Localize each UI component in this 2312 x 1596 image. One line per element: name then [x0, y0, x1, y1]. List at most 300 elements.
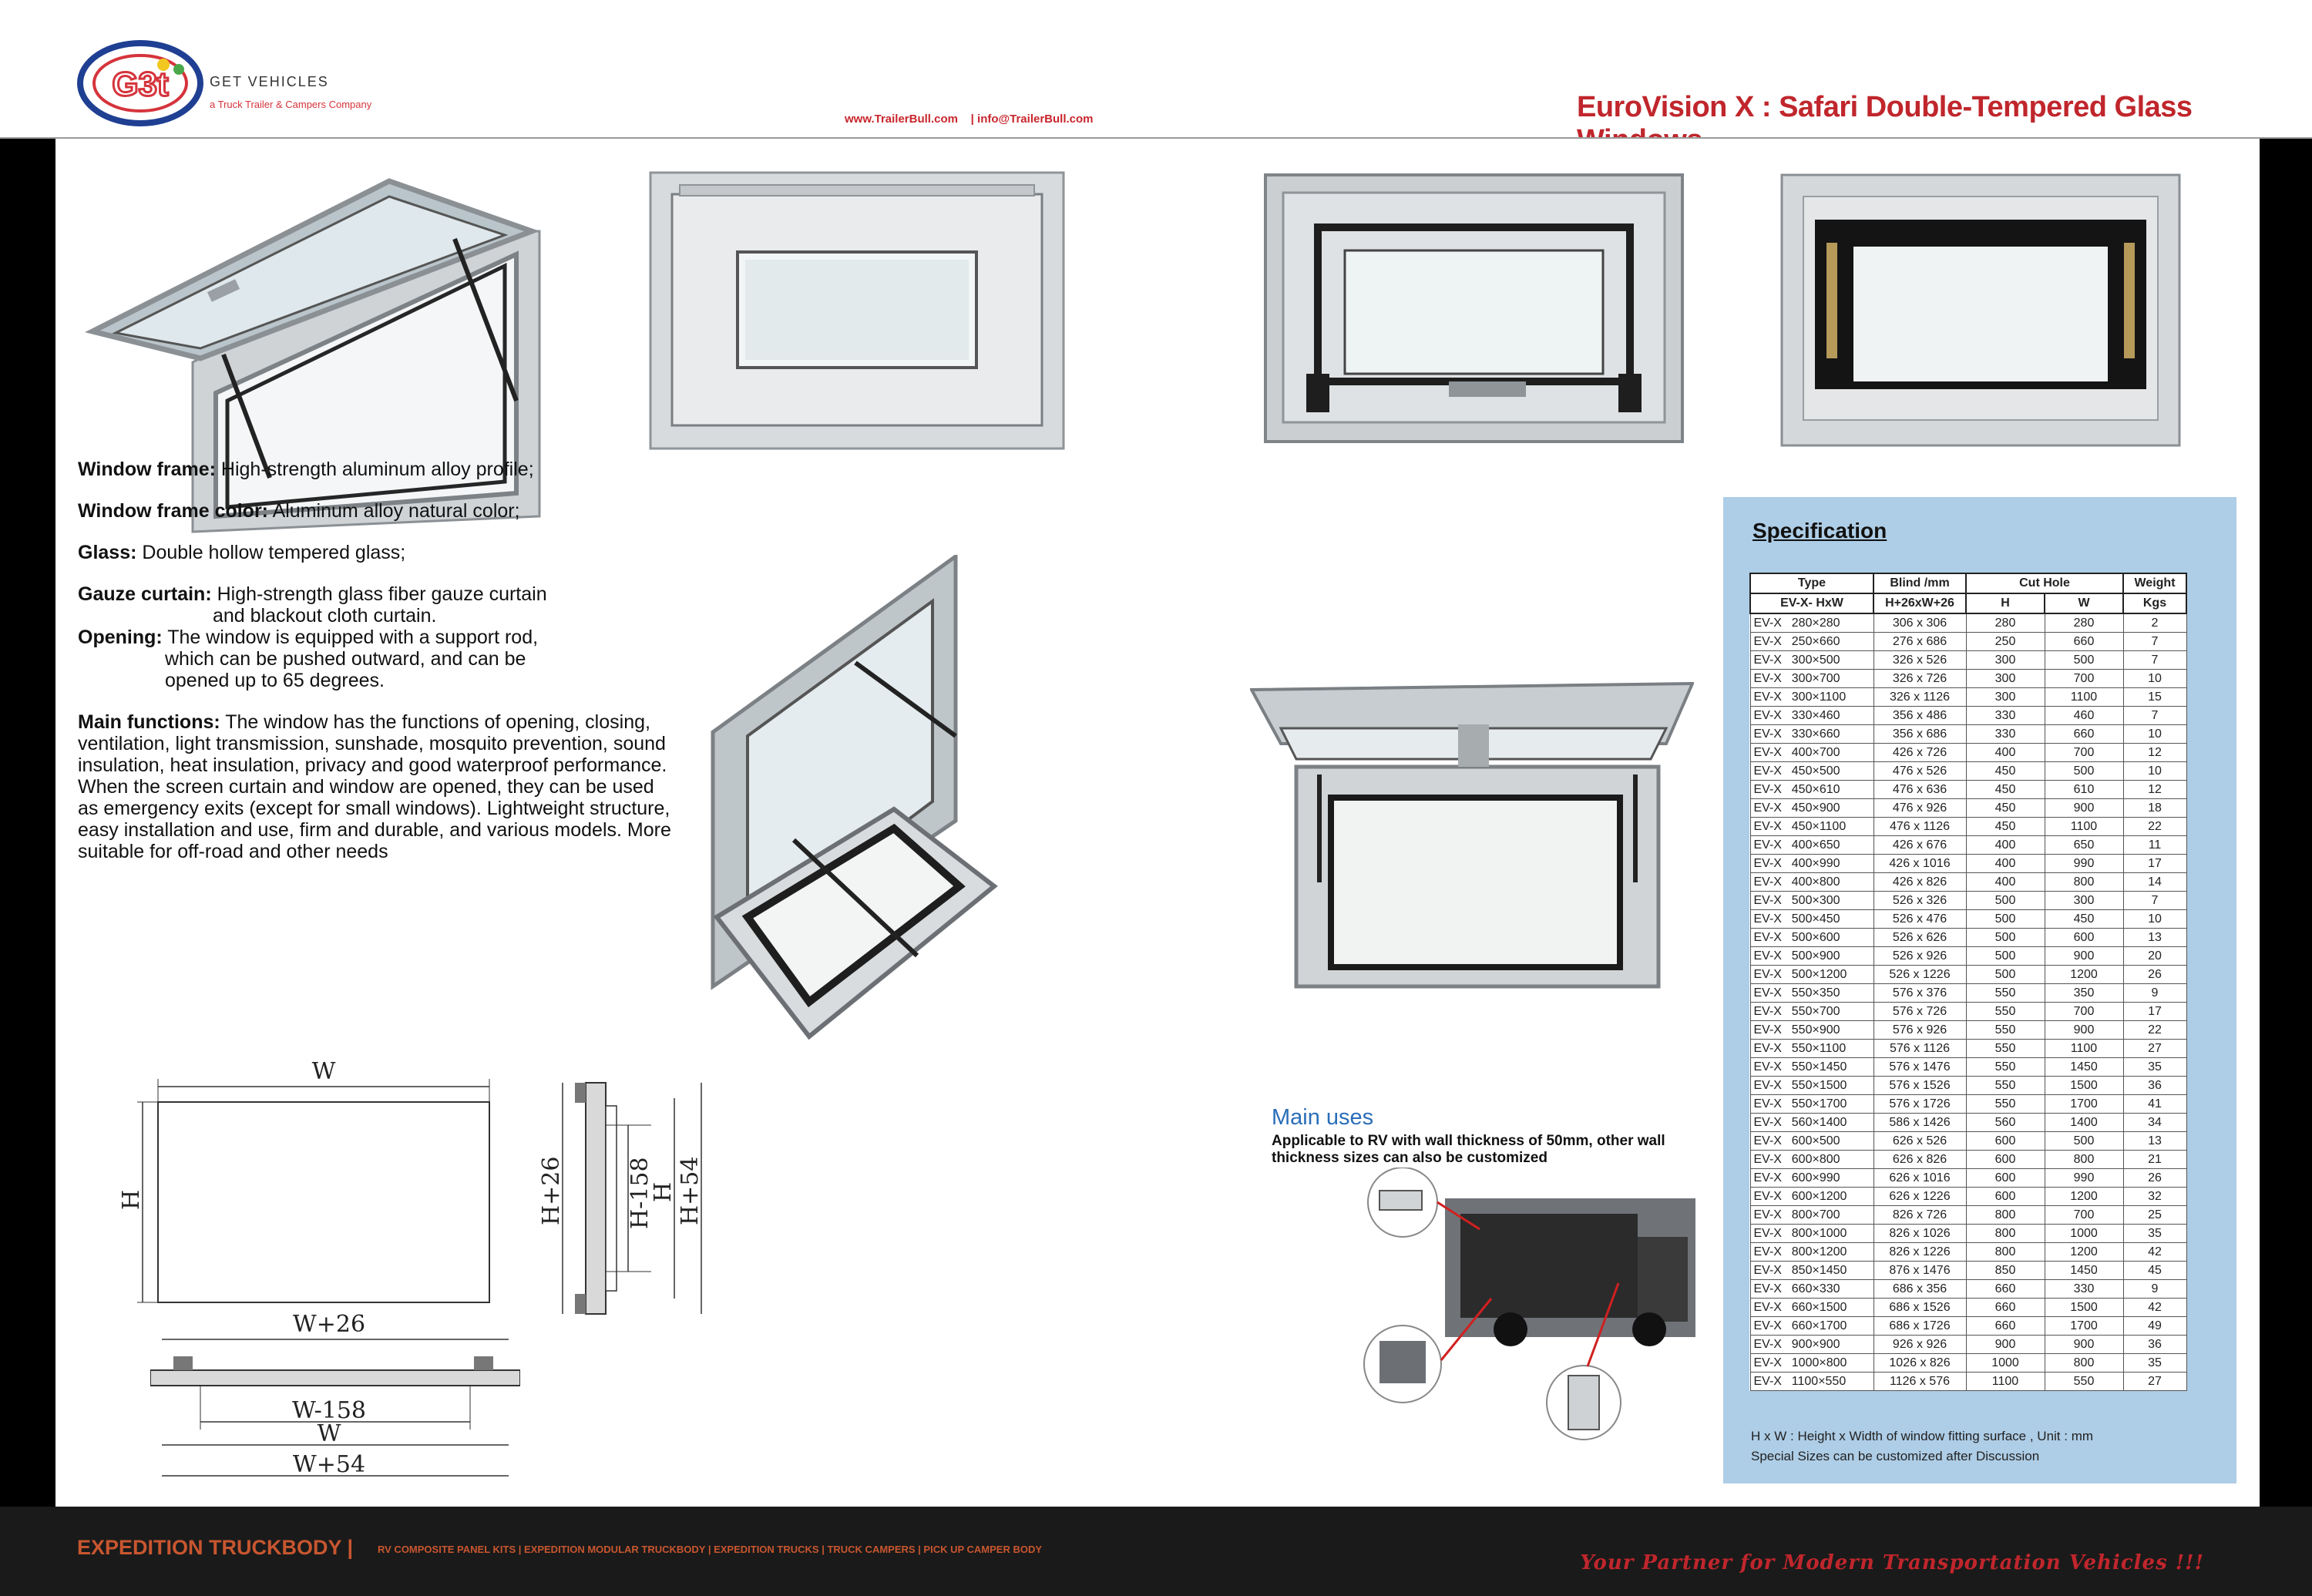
table-row	[1750, 855, 2186, 873]
table-cell: 276 x 686	[1873, 633, 1966, 651]
table-cell: EV-X	[1750, 1132, 1789, 1151]
table-row	[1750, 1280, 2186, 1299]
table-cell: 800	[1966, 1243, 2045, 1262]
table-cell: 626 x 526	[1873, 1132, 1966, 1151]
table-cell: 900×900	[1789, 1336, 1873, 1354]
table-cell: 550×1450	[1789, 1058, 1873, 1077]
table-row	[1750, 818, 2186, 836]
table-cell: 600×990	[1789, 1169, 1873, 1188]
table-cell: 12	[2123, 744, 2186, 762]
page-footer	[0, 1507, 2312, 1596]
table-row	[1750, 762, 2186, 781]
table-cell: 450	[1966, 799, 2045, 818]
table-cell: 700	[2045, 670, 2123, 688]
table-cell: 850×1450	[1789, 1262, 1873, 1280]
dim-h26: H+26	[538, 1156, 565, 1225]
table-cell: 300×1100	[1789, 688, 1873, 707]
th-cut-w: W	[2045, 593, 2123, 613]
table-cell: 626 x 1016	[1873, 1169, 1966, 1188]
table-cell: 1026 x 826	[1873, 1354, 1966, 1373]
table-cell: 600×800	[1789, 1151, 1873, 1169]
main-uses-title: Main uses	[1272, 1105, 1374, 1130]
table-cell: 1200	[2045, 966, 2123, 984]
table-cell: 476 x 1126	[1873, 818, 1966, 836]
table-cell: 700	[2045, 1206, 2123, 1225]
side-section-drawing	[524, 1075, 724, 1329]
th-type: Type	[1750, 573, 1873, 593]
table-row	[1750, 947, 2186, 966]
table-cell: EV-X	[1750, 1188, 1789, 1206]
window-photo-closed-front	[649, 171, 1065, 450]
table-row	[1750, 1317, 2186, 1336]
table-cell: 600	[1966, 1132, 2045, 1151]
table-row	[1750, 929, 2186, 947]
table-row	[1750, 1169, 2186, 1188]
table-cell: 400	[1966, 744, 2045, 762]
table-cell: EV-X	[1750, 1095, 1789, 1114]
table-row	[1750, 633, 2186, 651]
window-photo-open-below	[1250, 682, 1694, 990]
table-cell: 1000	[2045, 1225, 2123, 1243]
table-cell: 10	[2123, 670, 2186, 688]
table-row	[1750, 1021, 2186, 1040]
table-cell: 1000	[1966, 1354, 2045, 1373]
table-cell: 800	[1966, 1225, 2045, 1243]
table-cell: EV-X	[1750, 1058, 1789, 1077]
table-cell: 400×650	[1789, 836, 1873, 855]
table-cell: EV-X	[1750, 984, 1789, 1003]
dim-h: H	[118, 1189, 145, 1210]
table-cell: 36	[2123, 1336, 2186, 1354]
th-blind-sub: H+26xW+26	[1873, 593, 1966, 613]
table-cell: 250	[1966, 633, 2045, 651]
table-cell: 330×660	[1789, 725, 1873, 744]
table-cell: EV-X	[1750, 670, 1789, 688]
table-cell: 550	[1966, 1077, 2045, 1095]
table-cell: 45	[2123, 1262, 2186, 1280]
table-cell: EV-X	[1750, 836, 1789, 855]
front-view-drawing	[116, 1056, 501, 1310]
table-cell: 900	[2045, 1021, 2123, 1040]
table-cell: 7	[2123, 892, 2186, 910]
table-cell: 280	[1966, 613, 2045, 633]
table-row	[1750, 725, 2186, 744]
table-cell: EV-X	[1750, 633, 1789, 651]
table-cell: EV-X	[1750, 873, 1789, 892]
table-row	[1750, 1336, 2186, 1354]
table-cell: 926 x 926	[1873, 1336, 1966, 1354]
table-cell: 42	[2123, 1243, 2186, 1262]
table-row	[1750, 984, 2186, 1003]
table-cell: 660	[2045, 725, 2123, 744]
table-cell: EV-X	[1750, 892, 1789, 910]
table-cell: 500	[2045, 1132, 2123, 1151]
table-cell: 660	[2045, 633, 2123, 651]
table-cell: EV-X	[1750, 1243, 1789, 1262]
table-cell: 660×1700	[1789, 1317, 1873, 1336]
table-row	[1750, 613, 2186, 633]
table-cell: EV-X	[1750, 1114, 1789, 1132]
table-row	[1750, 892, 2186, 910]
dim-w-top: W	[317, 1420, 341, 1447]
table-cell: 526 x 476	[1873, 910, 1966, 929]
table-cell: 49	[2123, 1317, 2186, 1336]
table-cell: 600×500	[1789, 1132, 1873, 1151]
table-cell: 990	[2045, 1169, 2123, 1188]
desc-frame: Window frame: High-strength aluminum alloy profile;	[78, 459, 534, 480]
website-link[interactable]: www.TrailerBull.com	[845, 113, 958, 126]
table-cell: 550	[2045, 1373, 2123, 1391]
table-cell: EV-X	[1750, 1225, 1789, 1243]
dim-w158: W-158	[291, 1397, 367, 1424]
table-cell: 41	[2123, 1095, 2186, 1114]
dim-h-side: H	[650, 1181, 677, 1202]
table-cell: 500×450	[1789, 910, 1873, 929]
table-cell: 850	[1966, 1262, 2045, 1280]
truck-application-photo	[1356, 1168, 1699, 1445]
table-row	[1750, 744, 2186, 762]
table-row	[1750, 910, 2186, 929]
table-cell: 36	[2123, 1077, 2186, 1095]
table-cell: EV-X	[1750, 929, 1789, 947]
table-cell: 800×700	[1789, 1206, 1873, 1225]
table-cell: 550	[1966, 1040, 2045, 1058]
table-cell: 626 x 1226	[1873, 1188, 1966, 1206]
table-cell: EV-X	[1750, 1169, 1789, 1188]
table-cell: 576 x 1526	[1873, 1077, 1966, 1095]
table-cell: 826 x 1226	[1873, 1243, 1966, 1262]
table-cell: 26	[2123, 1169, 2186, 1188]
table-cell: 450×1100	[1789, 818, 1873, 836]
table-row	[1750, 873, 2186, 892]
table-cell: 576 x 1126	[1873, 1040, 1966, 1058]
table-cell: 686 x 356	[1873, 1280, 1966, 1299]
table-cell: 660	[1966, 1280, 2045, 1299]
dim-w26: W+26	[292, 1311, 366, 1338]
table-cell: 1500	[2045, 1077, 2123, 1095]
dim-w54: W+54	[292, 1451, 366, 1478]
table-cell: 35	[2123, 1225, 2186, 1243]
table-cell: 17	[2123, 1003, 2186, 1021]
window-photo-open-perspective	[701, 555, 1002, 1040]
table-cell: 250×660	[1789, 633, 1873, 651]
table-cell: 300	[1966, 688, 2045, 707]
table-cell: 330	[1966, 707, 2045, 725]
table-cell: 500	[1966, 892, 2045, 910]
table-row	[1750, 1299, 2186, 1317]
table-cell: 300×500	[1789, 651, 1873, 670]
table-cell: EV-X	[1750, 1262, 1789, 1280]
table-cell: 1200	[2045, 1188, 2123, 1206]
dim-h54: H+54	[677, 1156, 704, 1225]
table-cell: 1400	[2045, 1114, 2123, 1132]
table-cell: EV-X	[1750, 855, 1789, 873]
table-row	[1750, 1354, 2186, 1373]
table-cell: 7	[2123, 651, 2186, 670]
table-cell: 400	[1966, 873, 2045, 892]
table-cell: 800	[2045, 1151, 2123, 1169]
table-cell: 476 x 526	[1873, 762, 1966, 781]
table-row	[1750, 1206, 2186, 1225]
table-cell: EV-X	[1750, 781, 1789, 799]
table-cell: EV-X	[1750, 947, 1789, 966]
table-cell: 1100	[2045, 1040, 2123, 1058]
table-row	[1750, 966, 2186, 984]
table-cell: 800	[1966, 1206, 2045, 1225]
table-cell: 576 x 726	[1873, 1003, 1966, 1021]
table-cell: 476 x 926	[1873, 799, 1966, 818]
table-cell: 526 x 626	[1873, 929, 1966, 947]
spec-notes	[1751, 1426, 2093, 1467]
table-cell: 1700	[2045, 1317, 2123, 1336]
table-cell: EV-X	[1750, 744, 1789, 762]
table-cell: 660×1500	[1789, 1299, 1873, 1317]
table-cell: 526 x 326	[1873, 892, 1966, 910]
table-cell: 9	[2123, 1280, 2186, 1299]
table-cell: 990	[2045, 855, 2123, 873]
table-cell: 356 x 486	[1873, 707, 1966, 725]
table-cell: EV-X	[1750, 725, 1789, 744]
main-uses-text: Applicable to RV with wall thickness of 50mm, other wall thickness sizes can also be customized	[1272, 1133, 1665, 1166]
table-cell: 42	[2123, 1299, 2186, 1317]
table-cell: 900	[2045, 799, 2123, 818]
table-cell: 450	[2045, 910, 2123, 929]
table-cell: 576 x 376	[1873, 984, 1966, 1003]
table-cell: 826 x 726	[1873, 1206, 1966, 1225]
table-cell: 11	[2123, 836, 2186, 855]
table-cell: EV-X	[1750, 1021, 1789, 1040]
table-cell: 876 x 1476	[1873, 1262, 1966, 1280]
table-cell: EV-X	[1750, 1373, 1789, 1391]
table-cell: 500×1200	[1789, 966, 1873, 984]
spec-table-body	[1750, 613, 2186, 1391]
table-cell: 500	[1966, 910, 2045, 929]
table-cell: 21	[2123, 1151, 2186, 1169]
table-cell: 900	[2045, 947, 2123, 966]
table-cell: 550×700	[1789, 1003, 1873, 1021]
table-cell: 426 x 826	[1873, 873, 1966, 892]
table-cell: EV-X	[1750, 966, 1789, 984]
table-cell: 426 x 1016	[1873, 855, 1966, 873]
contact-line	[845, 113, 1094, 126]
specification-panel	[1723, 497, 2236, 1483]
table-cell: 576 x 926	[1873, 1021, 1966, 1040]
table-cell: 550	[1966, 984, 2045, 1003]
table-cell: 560×1400	[1789, 1114, 1873, 1132]
table-cell: 27	[2123, 1373, 2186, 1391]
desc-glass: Glass: Double hollow tempered glass;	[78, 542, 406, 563]
table-cell: 280	[2045, 613, 2123, 633]
table-cell: 700	[2045, 1003, 2123, 1021]
spec-title: Specification	[1752, 519, 1887, 543]
table-cell: 400	[1966, 855, 2045, 873]
table-cell: 626 x 826	[1873, 1151, 1966, 1169]
table-cell: 800×1200	[1789, 1243, 1873, 1262]
table-cell: EV-X	[1750, 613, 1789, 633]
table-cell: 9	[2123, 984, 2186, 1003]
table-cell: 330	[1966, 725, 2045, 744]
table-cell: 826 x 1026	[1873, 1225, 1966, 1243]
spec-table	[1749, 573, 2187, 1391]
table-row	[1750, 688, 2186, 707]
table-cell: 300	[1966, 670, 2045, 688]
table-cell: 576 x 1476	[1873, 1058, 1966, 1077]
table-row	[1750, 670, 2186, 688]
table-cell: 450×610	[1789, 781, 1873, 799]
table-cell: 356 x 686	[1873, 725, 1966, 744]
company-logo	[77, 34, 208, 128]
table-cell: 1700	[2045, 1095, 2123, 1114]
table-row	[1750, 799, 2186, 818]
table-cell: 900	[2045, 1336, 2123, 1354]
table-cell: 900	[1966, 1336, 2045, 1354]
spec-note-custom: Special Sizes can be customized after Discussion	[1751, 1449, 2040, 1463]
table-row	[1750, 781, 2186, 799]
table-cell: 34	[2123, 1114, 2186, 1132]
table-cell: EV-X	[1750, 1206, 1789, 1225]
table-cell: 22	[2123, 1021, 2186, 1040]
brand-name: GET VEHICLES	[210, 74, 329, 89]
table-cell: 500×900	[1789, 947, 1873, 966]
table-cell: 650	[2045, 836, 2123, 855]
desc-gauze: Gauze curtain: High-strength glass fiber gauze curtain and blackout cloth curtain.	[78, 583, 547, 627]
table-cell: 550×1100	[1789, 1040, 1873, 1058]
table-cell: 400	[1966, 836, 2045, 855]
table-row	[1750, 1225, 2186, 1243]
email-link[interactable]: | info@TrailerBull.com	[970, 113, 1094, 126]
table-cell: 600×1200	[1789, 1188, 1873, 1206]
spec-note-dimensions: H x W : Height x Width of window fitting surface , Unit : mm	[1751, 1429, 2094, 1443]
table-cell: EV-X	[1750, 1003, 1789, 1021]
table-cell: 1500	[2045, 1299, 2123, 1317]
table-row	[1750, 836, 2186, 855]
table-cell: 460	[2045, 707, 2123, 725]
table-cell: 550	[1966, 1021, 2045, 1040]
table-cell: 600	[1966, 1169, 2045, 1188]
table-row	[1750, 1188, 2186, 1206]
table-row	[1750, 1003, 2186, 1021]
table-cell: 326 x 1126	[1873, 688, 1966, 707]
table-cell: 1100×550	[1789, 1373, 1873, 1391]
table-cell: 1100	[2045, 688, 2123, 707]
footer-slogan: Your Partner for Modern Transportation Vehicles !!!	[1580, 1551, 2204, 1574]
logo-text: G3t	[112, 66, 169, 103]
table-row	[1750, 1243, 2186, 1262]
th-weight: Weight	[2123, 573, 2186, 593]
table-cell: 526 x 1226	[1873, 966, 1966, 984]
table-cell: 300	[1966, 651, 2045, 670]
table-cell: 330	[2045, 1280, 2123, 1299]
table-cell: EV-X	[1750, 910, 1789, 929]
table-cell: 500	[1966, 966, 2045, 984]
footer-product-lines: RV COMPOSITE PANEL KITS | EXPEDITION MODULAR TRUCKBODY | EXPEDITION TRUCKS | TRUCK CAMPERS | PICK UP CAMPER BODY	[378, 1544, 1043, 1555]
table-cell: 7	[2123, 707, 2186, 725]
table-cell: 586 x 1426	[1873, 1114, 1966, 1132]
table-cell: 550	[1966, 1058, 2045, 1077]
table-row	[1750, 1077, 2186, 1095]
table-cell: EV-X	[1750, 1336, 1789, 1354]
desc-opening: Opening: The window is equipped with a support rod, which can be pushed outward, and can be opened up to 65 degrees.	[78, 627, 539, 691]
table-cell: 450×500	[1789, 762, 1873, 781]
table-cell: 686 x 1726	[1873, 1317, 1966, 1336]
table-cell: EV-X	[1750, 1299, 1789, 1317]
table-cell: EV-X	[1750, 818, 1789, 836]
table-cell: 400×800	[1789, 873, 1873, 892]
table-cell: EV-X	[1750, 1354, 1789, 1373]
table-cell: 500	[1966, 929, 2045, 947]
table-cell: 500	[2045, 651, 2123, 670]
th-blind: Blind /mm	[1873, 573, 1966, 593]
window-photo-frame-struts	[1780, 173, 2181, 447]
table-cell: EV-X	[1750, 651, 1789, 670]
table-cell: 1200	[2045, 1243, 2123, 1262]
table-cell: 450	[1966, 762, 2045, 781]
table-cell: 660	[1966, 1317, 2045, 1336]
table-cell: 1450	[2045, 1262, 2123, 1280]
table-cell: 500×300	[1789, 892, 1873, 910]
th-weight-sub: Kgs	[2123, 593, 2186, 613]
table-cell: 10	[2123, 725, 2186, 744]
table-row	[1750, 1373, 2186, 1391]
table-cell: 35	[2123, 1354, 2186, 1373]
table-cell: 400×990	[1789, 855, 1873, 873]
table-cell: 550	[1966, 1003, 2045, 1021]
table-cell: 600	[1966, 1151, 2045, 1169]
table-row	[1750, 1151, 2186, 1169]
table-cell: 476 x 636	[1873, 781, 1966, 799]
table-cell: 660×330	[1789, 1280, 1873, 1299]
table-cell: 550	[1966, 1095, 2045, 1114]
dim-w: W	[311, 1058, 336, 1085]
table-cell: 450×900	[1789, 799, 1873, 818]
table-cell: 550×350	[1789, 984, 1873, 1003]
table-cell: 1126 x 576	[1873, 1373, 1966, 1391]
table-cell: 550×1700	[1789, 1095, 1873, 1114]
table-cell: EV-X	[1750, 1077, 1789, 1095]
table-cell: 700	[2045, 744, 2123, 762]
table-row	[1750, 1095, 2186, 1114]
table-cell: 7	[2123, 633, 2186, 651]
table-cell: 1100	[1966, 1373, 2045, 1391]
brand-tagline: a Truck Trailer & Campers Company	[210, 99, 372, 110]
table-row	[1750, 1114, 2186, 1132]
table-cell: EV-X	[1750, 1280, 1789, 1299]
table-cell: 426 x 726	[1873, 744, 1966, 762]
table-cell: 300×700	[1789, 670, 1873, 688]
desc-functions: Main functions: The window has the functions of opening, closing, ventilation, light transmission, sunshade, mosquito prevention, sound insulation, heat insulation, privacy and good waterproof performance. When the screen curtain and window are opened, they can be used as emergency exits (except for small windows). Lightweight structure, easy installation and use, firm and durable, and various models. More suitable for off-road and other needs	[78, 711, 671, 862]
table-cell: 500	[2045, 762, 2123, 781]
table-cell: 800	[2045, 1354, 2123, 1373]
table-cell: EV-X	[1750, 1317, 1789, 1336]
table-cell: 800×1000	[1789, 1225, 1873, 1243]
table-cell: 25	[2123, 1206, 2186, 1225]
table-cell: 10	[2123, 910, 2186, 929]
table-cell: 13	[2123, 1132, 2186, 1151]
table-cell: 400×700	[1789, 744, 1873, 762]
table-cell: 550×900	[1789, 1021, 1873, 1040]
table-cell: EV-X	[1750, 1040, 1789, 1058]
table-cell: 610	[2045, 781, 2123, 799]
table-row	[1750, 707, 2186, 725]
table-cell: 26	[2123, 966, 2186, 984]
table-cell: 426 x 676	[1873, 836, 1966, 855]
footer-brand: EXPEDITION TRUCKBODY |	[77, 1536, 354, 1559]
page-title: EuroVision X : Safari Double-Tempered Glass	[1577, 91, 2193, 123]
table-cell: 330×460	[1789, 707, 1873, 725]
table-cell: EV-X	[1750, 1151, 1789, 1169]
table-row	[1750, 1262, 2186, 1280]
product-description	[78, 459, 679, 882]
